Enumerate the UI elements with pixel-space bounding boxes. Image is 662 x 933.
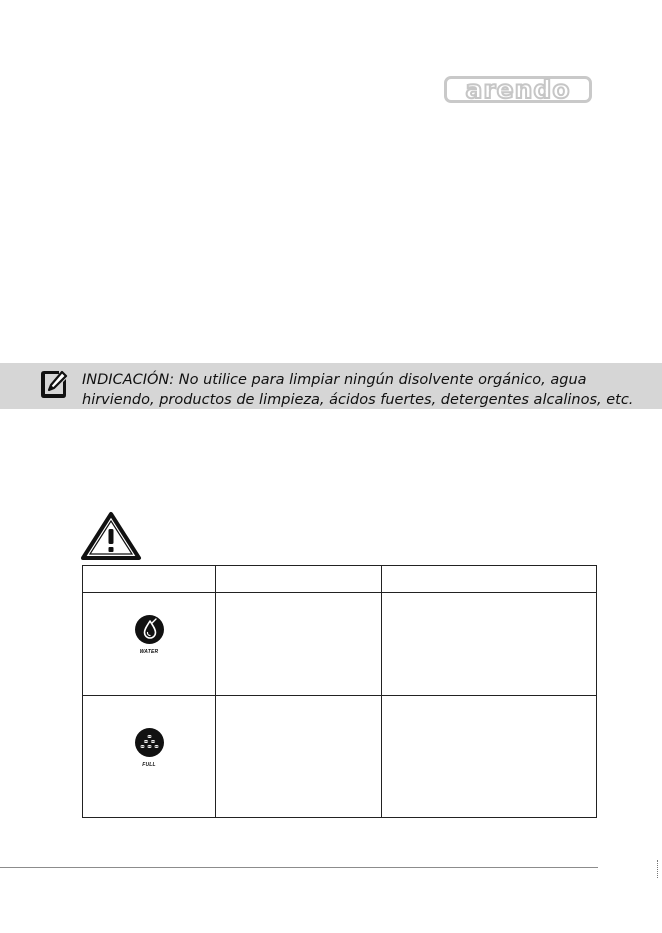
indicator-cell bbox=[83, 696, 216, 818]
brand-logo bbox=[444, 76, 592, 103]
table-header-cell bbox=[216, 566, 382, 593]
status-table bbox=[82, 565, 597, 818]
warning-triangle-icon bbox=[80, 511, 142, 561]
table-cell bbox=[216, 696, 382, 818]
grounds-full-icon bbox=[135, 728, 164, 757]
table-header-row bbox=[83, 566, 597, 593]
table-header-cell bbox=[83, 566, 216, 593]
indicator-label: WATER bbox=[139, 649, 159, 655]
table-header-cell bbox=[382, 566, 597, 593]
footer-divider bbox=[0, 867, 598, 868]
indicator-cell bbox=[83, 593, 216, 696]
table-cell bbox=[382, 593, 597, 696]
note-banner bbox=[0, 363, 662, 409]
note-text: INDICACIÓN: No utilice para limpiar ningún disolvente orgánico, agua hirviendo, productos de limpieza, ácidos fuertes, detergentes alcalinos, etc. bbox=[82, 372, 634, 408]
indicator-label: FULL bbox=[142, 762, 156, 768]
table-row bbox=[83, 593, 597, 696]
table-cell bbox=[382, 696, 597, 818]
table-row bbox=[83, 696, 597, 818]
note-pencil-icon bbox=[37, 368, 69, 400]
page-edge-mark bbox=[657, 860, 660, 878]
brand-logo-text: arendo bbox=[465, 74, 571, 104]
table-cell bbox=[216, 593, 382, 696]
water-drop-icon bbox=[135, 615, 164, 644]
